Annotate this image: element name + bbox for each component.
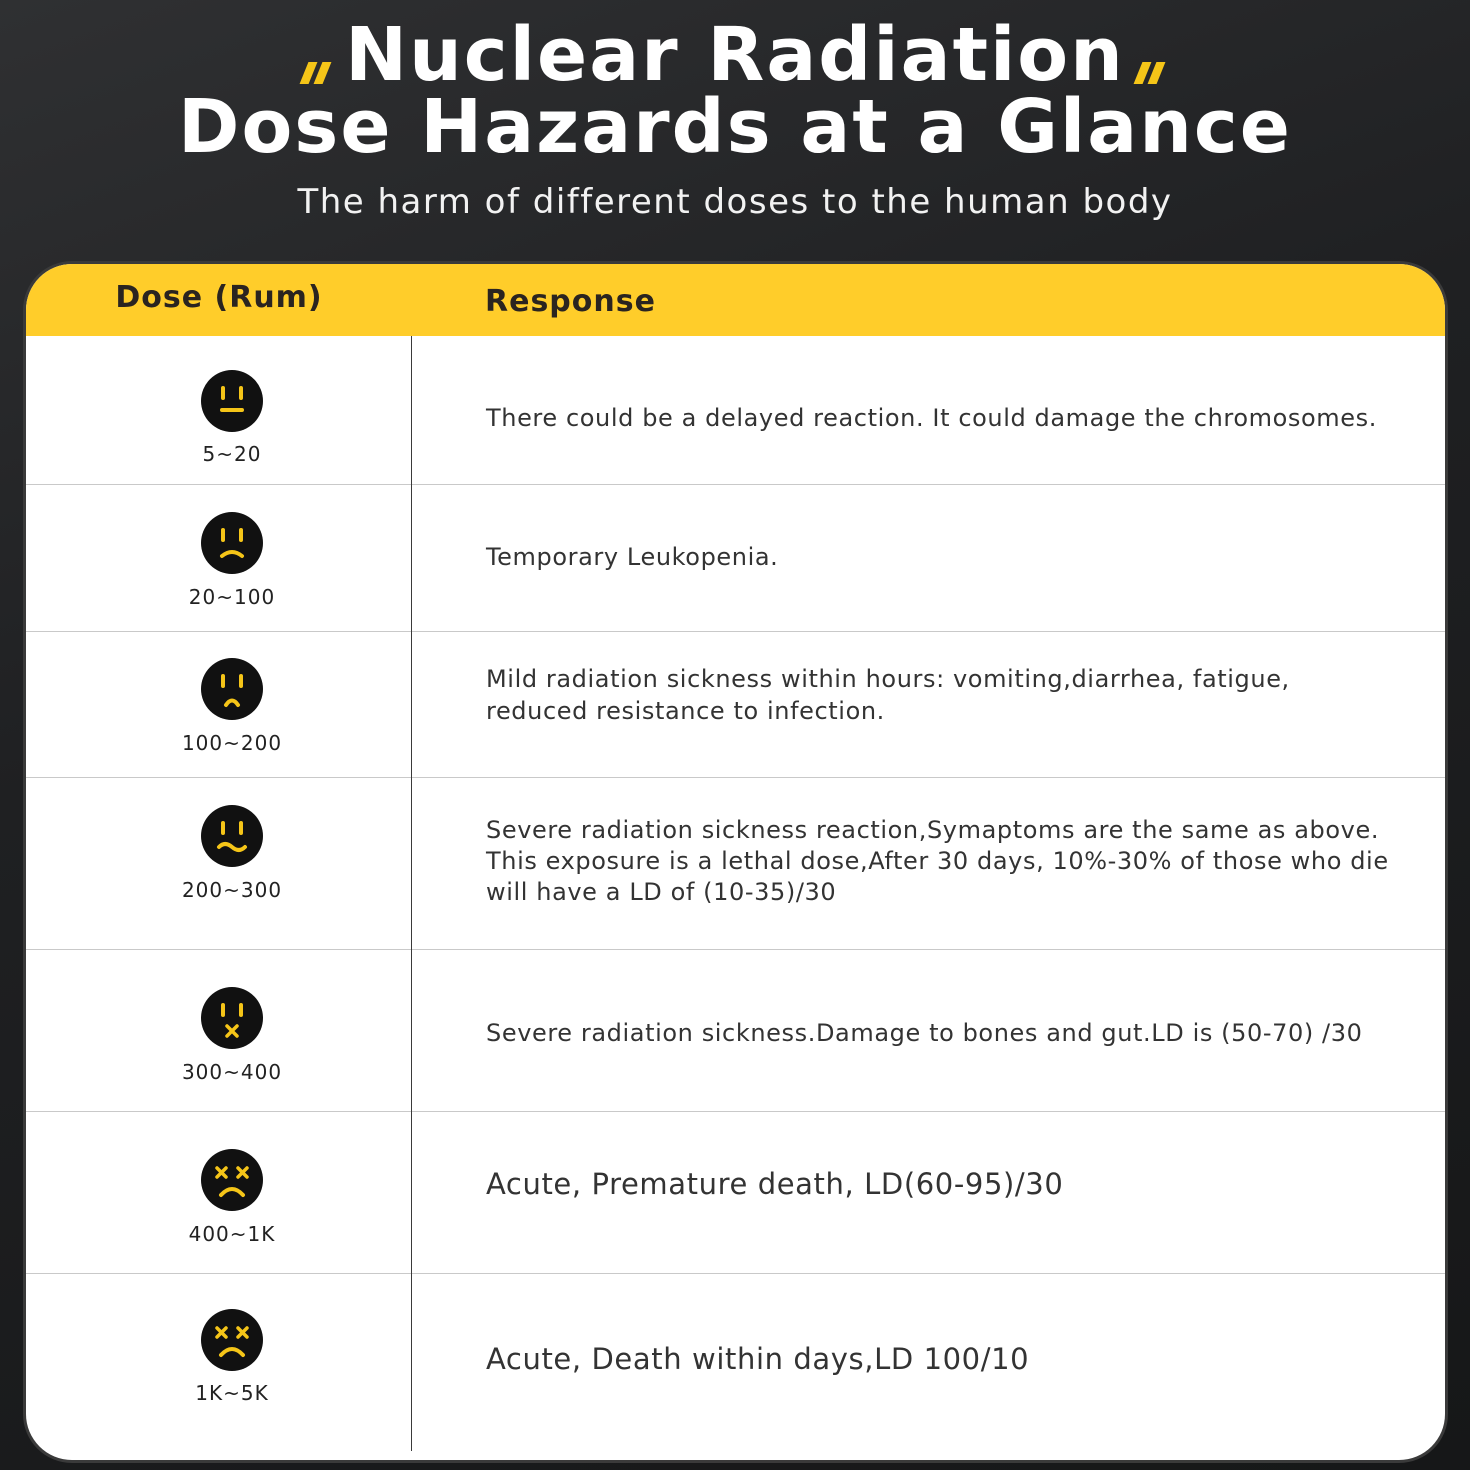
- dose-value: 200~300: [181, 878, 283, 902]
- response-text: Severe radiation sickness reaction,Symaptoms are the same as above. This exposure is a lethal dose,After 30 days, 10%-30% of those who die will have a LD of (10-35)/30: [486, 816, 1389, 906]
- dose-cell: [26, 950, 412, 1112]
- dose-value: 300~400: [181, 1060, 283, 1084]
- response-column-header: Response: [485, 284, 656, 319]
- slightly-frowning-face-icon: [201, 512, 263, 574]
- table-row: [26, 1112, 1445, 1274]
- dose-value: 1K~5K: [195, 1381, 269, 1405]
- response-text: Severe radiation sickness.Damage to bones and gut.LD is (50-70) /30: [486, 1019, 1363, 1047]
- table-row: [26, 632, 1445, 778]
- page-subtitle: The harm of different doses to the human body: [297, 182, 1173, 222]
- x-eyes-face-icon: [201, 1149, 263, 1211]
- response-text: Temporary Leukopenia.: [486, 543, 779, 571]
- dose-value: 20~100: [188, 585, 276, 609]
- response-text: Acute, Death within days,LD 100/10: [486, 1342, 1030, 1376]
- worried-face-icon: [201, 658, 263, 720]
- page-header: [0, 0, 1470, 262]
- dose-cell: [26, 632, 412, 778]
- neutral-face-icon: [201, 370, 263, 432]
- x-eyes-face-icon: [201, 1309, 263, 1371]
- table-row: [26, 485, 1445, 632]
- page-title-line-2: Dose Hazards at a Glance: [178, 84, 1292, 170]
- dose-cell: [26, 1112, 412, 1274]
- dose-value: 5~20: [202, 442, 262, 466]
- dose-value: 400~1K: [188, 1222, 276, 1246]
- table-row: [26, 1274, 1445, 1460]
- dose-cell: [26, 485, 412, 632]
- table-row: [26, 950, 1445, 1112]
- page-title-line-1: Nuclear Radiation: [345, 12, 1125, 98]
- dose-cell: [26, 778, 412, 950]
- dose-cell: [26, 336, 412, 485]
- column-divider: [411, 336, 412, 1451]
- dose-column-header: Dose (Rum): [115, 280, 323, 315]
- response-text: Mild radiation sickness within hours: vomiting,diarrhea, fatigue, reduced resistance to infection.: [486, 665, 1290, 725]
- response-text: Acute, Premature death, LD(60-95)/30: [486, 1167, 1064, 1201]
- dose-value: 100~200: [181, 731, 283, 755]
- response-text: There could be a delayed reaction. It could damage the chromosomes.: [486, 404, 1377, 432]
- table-row: [26, 336, 1445, 485]
- table-row: [26, 778, 1445, 950]
- table-header: [26, 264, 1445, 336]
- dose-table: [26, 264, 1445, 1460]
- dose-cell: [26, 1274, 412, 1460]
- wavy-mouth-face-icon: [201, 805, 263, 867]
- x-mouth-face-icon: [201, 987, 263, 1049]
